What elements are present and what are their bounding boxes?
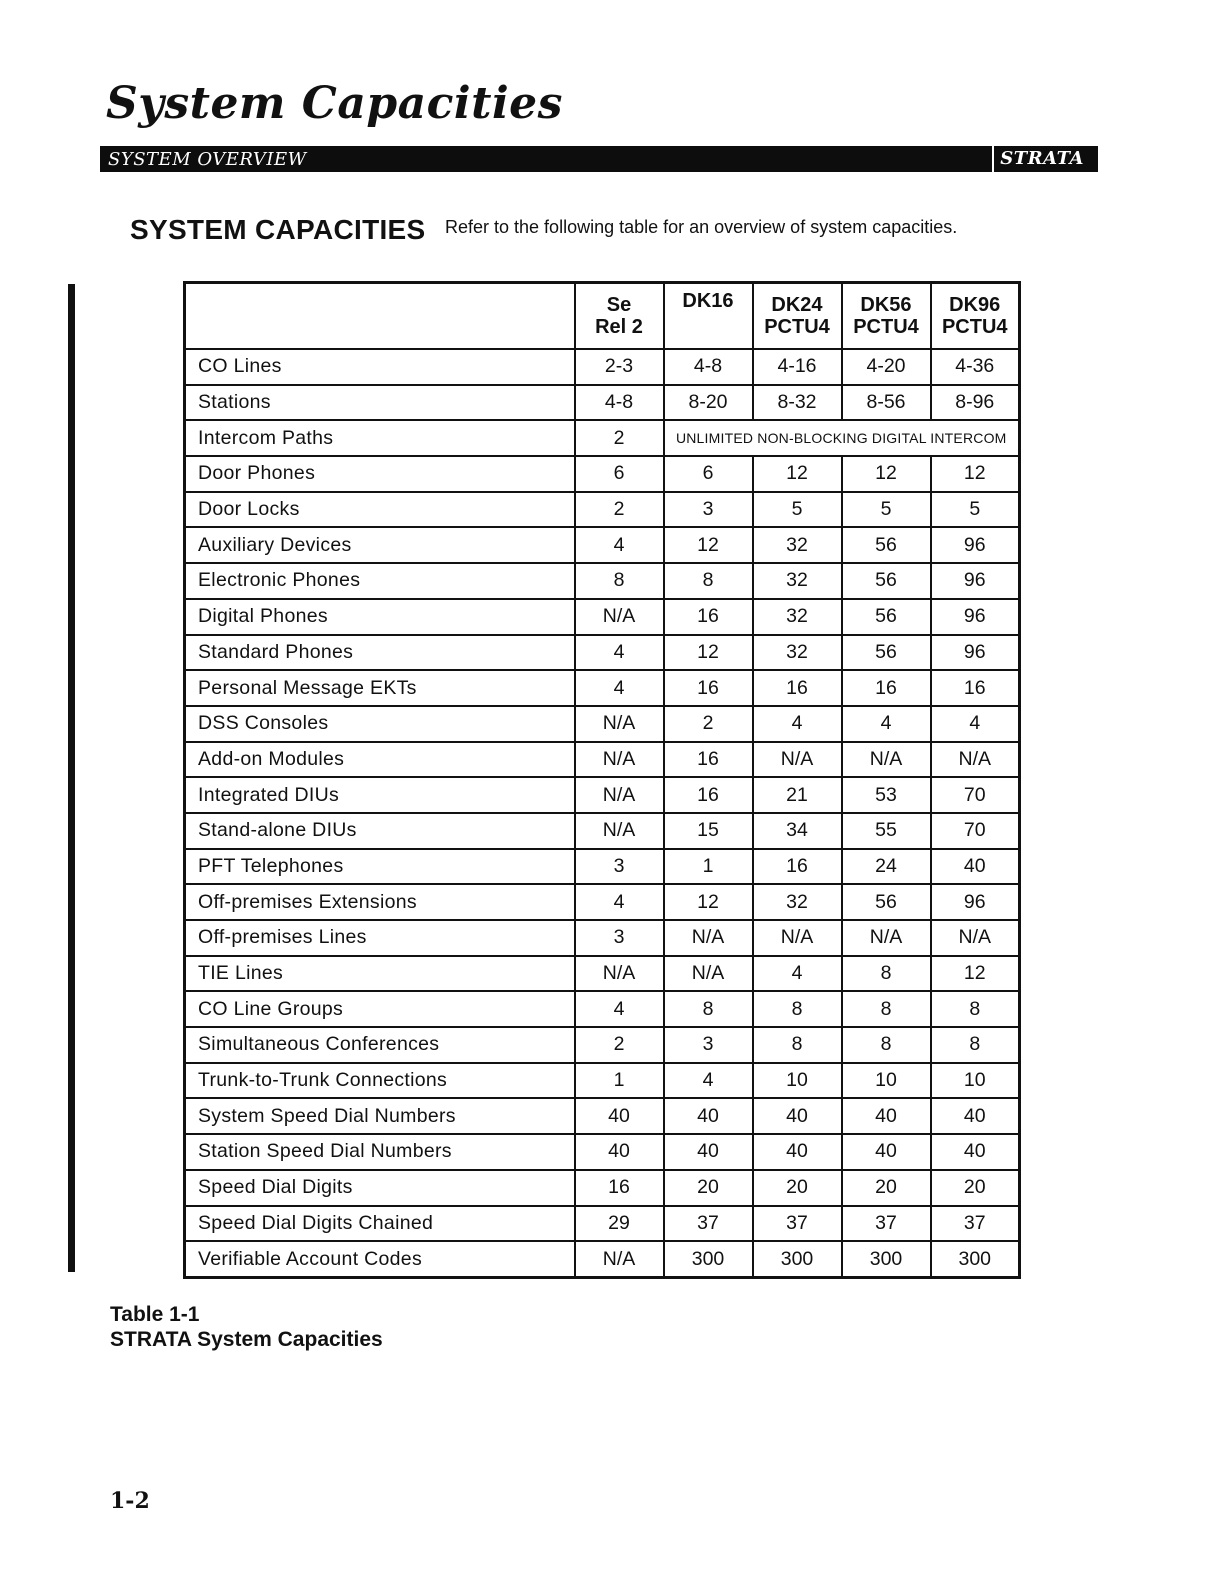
column-header-se xyxy=(575,283,664,350)
value-cell: 40 xyxy=(842,1098,931,1134)
value-cell: 70 xyxy=(931,777,1020,813)
value-cell: 3 xyxy=(575,849,664,885)
column-header-dk24 xyxy=(753,283,842,350)
value-cell: 4-20 xyxy=(842,349,931,385)
value-cell: N/A xyxy=(575,599,664,635)
row-label: Digital Phones xyxy=(185,599,575,635)
value-cell: 8 xyxy=(931,1027,1020,1063)
table-row xyxy=(185,849,1020,885)
value-cell: N/A xyxy=(575,813,664,849)
value-cell: 32 xyxy=(753,527,842,563)
value-cell: 55 xyxy=(842,813,931,849)
value-cell: 20 xyxy=(753,1170,842,1206)
value-cell: 56 xyxy=(842,563,931,599)
intercom-note-cell: UNLIMITED NON-BLOCKING DIGITAL INTERCOM xyxy=(664,420,1020,456)
value-cell: 96 xyxy=(931,635,1020,671)
value-cell: N/A xyxy=(753,920,842,956)
row-label: System Speed Dial Numbers xyxy=(185,1098,575,1134)
column-header-dk16 xyxy=(664,283,753,350)
value-cell: 40 xyxy=(931,1134,1020,1170)
row-label: Verifiable Account Codes xyxy=(185,1241,575,1277)
table-row xyxy=(185,991,1020,1027)
change-bar xyxy=(68,284,75,1272)
value-cell: 8 xyxy=(664,991,753,1027)
section-heading: SYSTEM CAPACITIES xyxy=(130,214,426,245)
column-header-line1: DK16 xyxy=(682,290,734,312)
value-cell: 37 xyxy=(931,1206,1020,1242)
value-cell: 4 xyxy=(753,706,842,742)
caption-title: STRATA System Capacities xyxy=(110,1328,383,1351)
value-cell: 16 xyxy=(753,849,842,885)
row-label: Stand-alone DIUs xyxy=(185,813,575,849)
value-cell: 12 xyxy=(842,456,931,492)
table-row xyxy=(185,349,1020,385)
value-cell: 96 xyxy=(931,884,1020,920)
value-cell: 300 xyxy=(664,1241,753,1277)
banner-brand-label: STRATA xyxy=(992,146,1090,172)
value-cell: 16 xyxy=(664,599,753,635)
value-cell: 8 xyxy=(753,991,842,1027)
value-cell: 96 xyxy=(931,527,1020,563)
value-cell: N/A xyxy=(575,956,664,992)
value-cell: 56 xyxy=(842,527,931,563)
value-cell: 56 xyxy=(842,635,931,671)
table-row xyxy=(185,1027,1020,1063)
table-row xyxy=(185,1170,1020,1206)
value-cell: 8 xyxy=(842,956,931,992)
value-cell: 4-16 xyxy=(753,349,842,385)
value-cell: 8-96 xyxy=(931,385,1020,421)
value-cell: 3 xyxy=(664,1027,753,1063)
value-cell: 10 xyxy=(931,1063,1020,1099)
column-header-dk96 xyxy=(931,283,1020,350)
value-cell: 8 xyxy=(931,991,1020,1027)
value-cell: 4 xyxy=(664,1063,753,1099)
value-cell: 6 xyxy=(664,456,753,492)
table-row xyxy=(185,884,1020,920)
value-cell: 32 xyxy=(753,884,842,920)
value-cell: 4 xyxy=(575,527,664,563)
value-cell: 300 xyxy=(842,1241,931,1277)
page-title: System Capacities xyxy=(106,78,563,129)
value-cell: 24 xyxy=(842,849,931,885)
value-cell: 3 xyxy=(575,920,664,956)
row-label: Personal Message EKTs xyxy=(185,670,575,706)
section-banner xyxy=(100,146,1098,172)
value-cell: 8 xyxy=(842,991,931,1027)
value-cell: 20 xyxy=(931,1170,1020,1206)
value-cell: 34 xyxy=(753,813,842,849)
table-row xyxy=(185,956,1020,992)
value-cell: 2 xyxy=(575,492,664,528)
value-cell: 40 xyxy=(753,1098,842,1134)
value-cell: N/A xyxy=(575,1241,664,1277)
page-number: 1-2 xyxy=(110,1488,150,1514)
table-row xyxy=(185,777,1020,813)
value-cell: 4 xyxy=(575,884,664,920)
value-cell: 4 xyxy=(931,706,1020,742)
table-row xyxy=(185,385,1020,421)
value-cell: 4 xyxy=(575,635,664,671)
value-cell: 5 xyxy=(753,492,842,528)
value-cell: 12 xyxy=(931,456,1020,492)
column-header-line1: DK56 xyxy=(860,294,912,316)
value-cell: 5 xyxy=(842,492,931,528)
value-cell: 40 xyxy=(575,1098,664,1134)
value-cell: 56 xyxy=(842,884,931,920)
value-cell: N/A xyxy=(842,742,931,778)
value-cell: 20 xyxy=(842,1170,931,1206)
value-cell: 300 xyxy=(753,1241,842,1277)
value-cell: 32 xyxy=(753,599,842,635)
table-row xyxy=(185,1098,1020,1134)
value-cell: 8-56 xyxy=(842,385,931,421)
value-cell: 37 xyxy=(842,1206,931,1242)
row-label: CO Lines xyxy=(185,349,575,385)
value-cell: 15 xyxy=(664,813,753,849)
value-cell: 4 xyxy=(753,956,842,992)
row-label: Door Locks xyxy=(185,492,575,528)
column-header-line1: Se xyxy=(606,294,632,316)
value-cell: N/A xyxy=(931,920,1020,956)
table-row xyxy=(185,527,1020,563)
table-row xyxy=(185,599,1020,635)
value-cell: N/A xyxy=(664,920,753,956)
column-header-line2: PCTU4 xyxy=(941,316,1008,338)
value-cell: 10 xyxy=(842,1063,931,1099)
row-label: CO Line Groups xyxy=(185,991,575,1027)
table-row xyxy=(185,635,1020,671)
value-cell: 10 xyxy=(753,1063,842,1099)
table-body xyxy=(185,349,1020,1277)
value-cell: 40 xyxy=(931,1098,1020,1134)
value-cell: 1 xyxy=(664,849,753,885)
row-label: Stations xyxy=(185,385,575,421)
value-cell: N/A xyxy=(842,920,931,956)
value-cell: 40 xyxy=(664,1134,753,1170)
value-cell: 4 xyxy=(575,670,664,706)
row-label: Speed Dial Digits xyxy=(185,1170,575,1206)
value-cell: 8 xyxy=(842,1027,931,1063)
value-cell: 2-3 xyxy=(575,349,664,385)
value-cell: 96 xyxy=(931,563,1020,599)
value-cell: N/A xyxy=(664,956,753,992)
row-label: Station Speed Dial Numbers xyxy=(185,1134,575,1170)
value-cell: 40 xyxy=(842,1134,931,1170)
value-cell: 4-8 xyxy=(664,349,753,385)
row-label: Integrated DIUs xyxy=(185,777,575,813)
value-cell: 4-8 xyxy=(575,385,664,421)
row-label: Off-premises Lines xyxy=(185,920,575,956)
value-cell: 37 xyxy=(664,1206,753,1242)
value-cell: 32 xyxy=(753,563,842,599)
header-blank-cell xyxy=(185,283,575,350)
value-cell: 300 xyxy=(931,1241,1020,1277)
value-cell: 12 xyxy=(664,884,753,920)
value-cell: 37 xyxy=(753,1206,842,1242)
row-label: Standard Phones xyxy=(185,635,575,671)
value-cell: 4 xyxy=(842,706,931,742)
value-cell: 40 xyxy=(575,1134,664,1170)
value-cell: 2 xyxy=(575,1027,664,1063)
caption-number: Table 1-1 xyxy=(110,1303,200,1326)
value-cell: 16 xyxy=(931,670,1020,706)
row-label: Intercom Paths xyxy=(185,420,575,456)
row-label: Add-on Modules xyxy=(185,742,575,778)
value-cell: 4-36 xyxy=(931,349,1020,385)
row-label: DSS Consoles xyxy=(185,706,575,742)
value-cell: 12 xyxy=(931,956,1020,992)
column-header-line2: PCTU4 xyxy=(853,316,919,338)
value-cell: 16 xyxy=(664,777,753,813)
value-cell: N/A xyxy=(575,777,664,813)
row-label: Trunk-to-Trunk Connections xyxy=(185,1063,575,1099)
row-label: PFT Telephones xyxy=(185,849,575,885)
value-cell: 21 xyxy=(753,777,842,813)
table-header-row xyxy=(185,283,1020,350)
table-row xyxy=(185,813,1020,849)
column-header-line1: DK24 xyxy=(771,294,823,316)
table-row xyxy=(185,742,1020,778)
table-row xyxy=(185,1206,1020,1242)
value-cell: 12 xyxy=(664,635,753,671)
value-cell: 6 xyxy=(575,456,664,492)
value-cell: 2 xyxy=(575,420,664,456)
value-cell: 8-32 xyxy=(753,385,842,421)
value-cell: 12 xyxy=(753,456,842,492)
value-cell: 4 xyxy=(575,991,664,1027)
value-cell: 29 xyxy=(575,1206,664,1242)
value-cell: 5 xyxy=(931,492,1020,528)
row-label: Off-premises Extensions xyxy=(185,884,575,920)
table-row xyxy=(185,920,1020,956)
value-cell: 2 xyxy=(664,706,753,742)
value-cell: 20 xyxy=(664,1170,753,1206)
table-row xyxy=(185,420,1020,456)
row-label: Simultaneous Conferences xyxy=(185,1027,575,1063)
banner-section-label: SYSTEM OVERVIEW xyxy=(108,148,307,170)
table-row xyxy=(185,1134,1020,1170)
value-cell: 8-20 xyxy=(664,385,753,421)
value-cell: 12 xyxy=(664,527,753,563)
table-row xyxy=(185,1063,1020,1099)
table-caption xyxy=(110,1302,383,1352)
value-cell: 8 xyxy=(664,563,753,599)
intro-text: Refer to the following table for an overview of system capacities. xyxy=(445,217,958,237)
value-cell: 16 xyxy=(664,742,753,778)
value-cell: 56 xyxy=(842,599,931,635)
value-cell: N/A xyxy=(575,742,664,778)
value-cell: 96 xyxy=(931,599,1020,635)
value-cell: 16 xyxy=(753,670,842,706)
value-cell: 16 xyxy=(842,670,931,706)
column-header-dk56 xyxy=(842,283,931,350)
value-cell: 40 xyxy=(753,1134,842,1170)
table-row xyxy=(185,1241,1020,1277)
value-cell: 16 xyxy=(664,670,753,706)
row-label: Door Phones xyxy=(185,456,575,492)
value-cell: 40 xyxy=(664,1098,753,1134)
value-cell: 53 xyxy=(842,777,931,813)
value-cell: N/A xyxy=(753,742,842,778)
row-label: Auxiliary Devices xyxy=(185,527,575,563)
row-label: Electronic Phones xyxy=(185,563,575,599)
table-row xyxy=(185,706,1020,742)
value-cell: N/A xyxy=(931,742,1020,778)
column-header-line1: DK96 xyxy=(949,294,1001,316)
table-row xyxy=(185,563,1020,599)
value-cell: 8 xyxy=(753,1027,842,1063)
column-header-line2: Rel 2 xyxy=(595,316,643,338)
value-cell: N/A xyxy=(575,706,664,742)
table-row xyxy=(185,492,1020,528)
capacities-table xyxy=(183,281,1021,1279)
value-cell: 32 xyxy=(753,635,842,671)
value-cell: 1 xyxy=(575,1063,664,1099)
row-label: Speed Dial Digits Chained xyxy=(185,1206,575,1242)
table-row xyxy=(185,456,1020,492)
value-cell: 8 xyxy=(575,563,664,599)
value-cell: 16 xyxy=(575,1170,664,1206)
row-label: TIE Lines xyxy=(185,956,575,992)
value-cell: 40 xyxy=(931,849,1020,885)
value-cell: 3 xyxy=(664,492,753,528)
table-row xyxy=(185,670,1020,706)
column-header-line2: PCTU4 xyxy=(764,316,830,338)
value-cell: 70 xyxy=(931,813,1020,849)
